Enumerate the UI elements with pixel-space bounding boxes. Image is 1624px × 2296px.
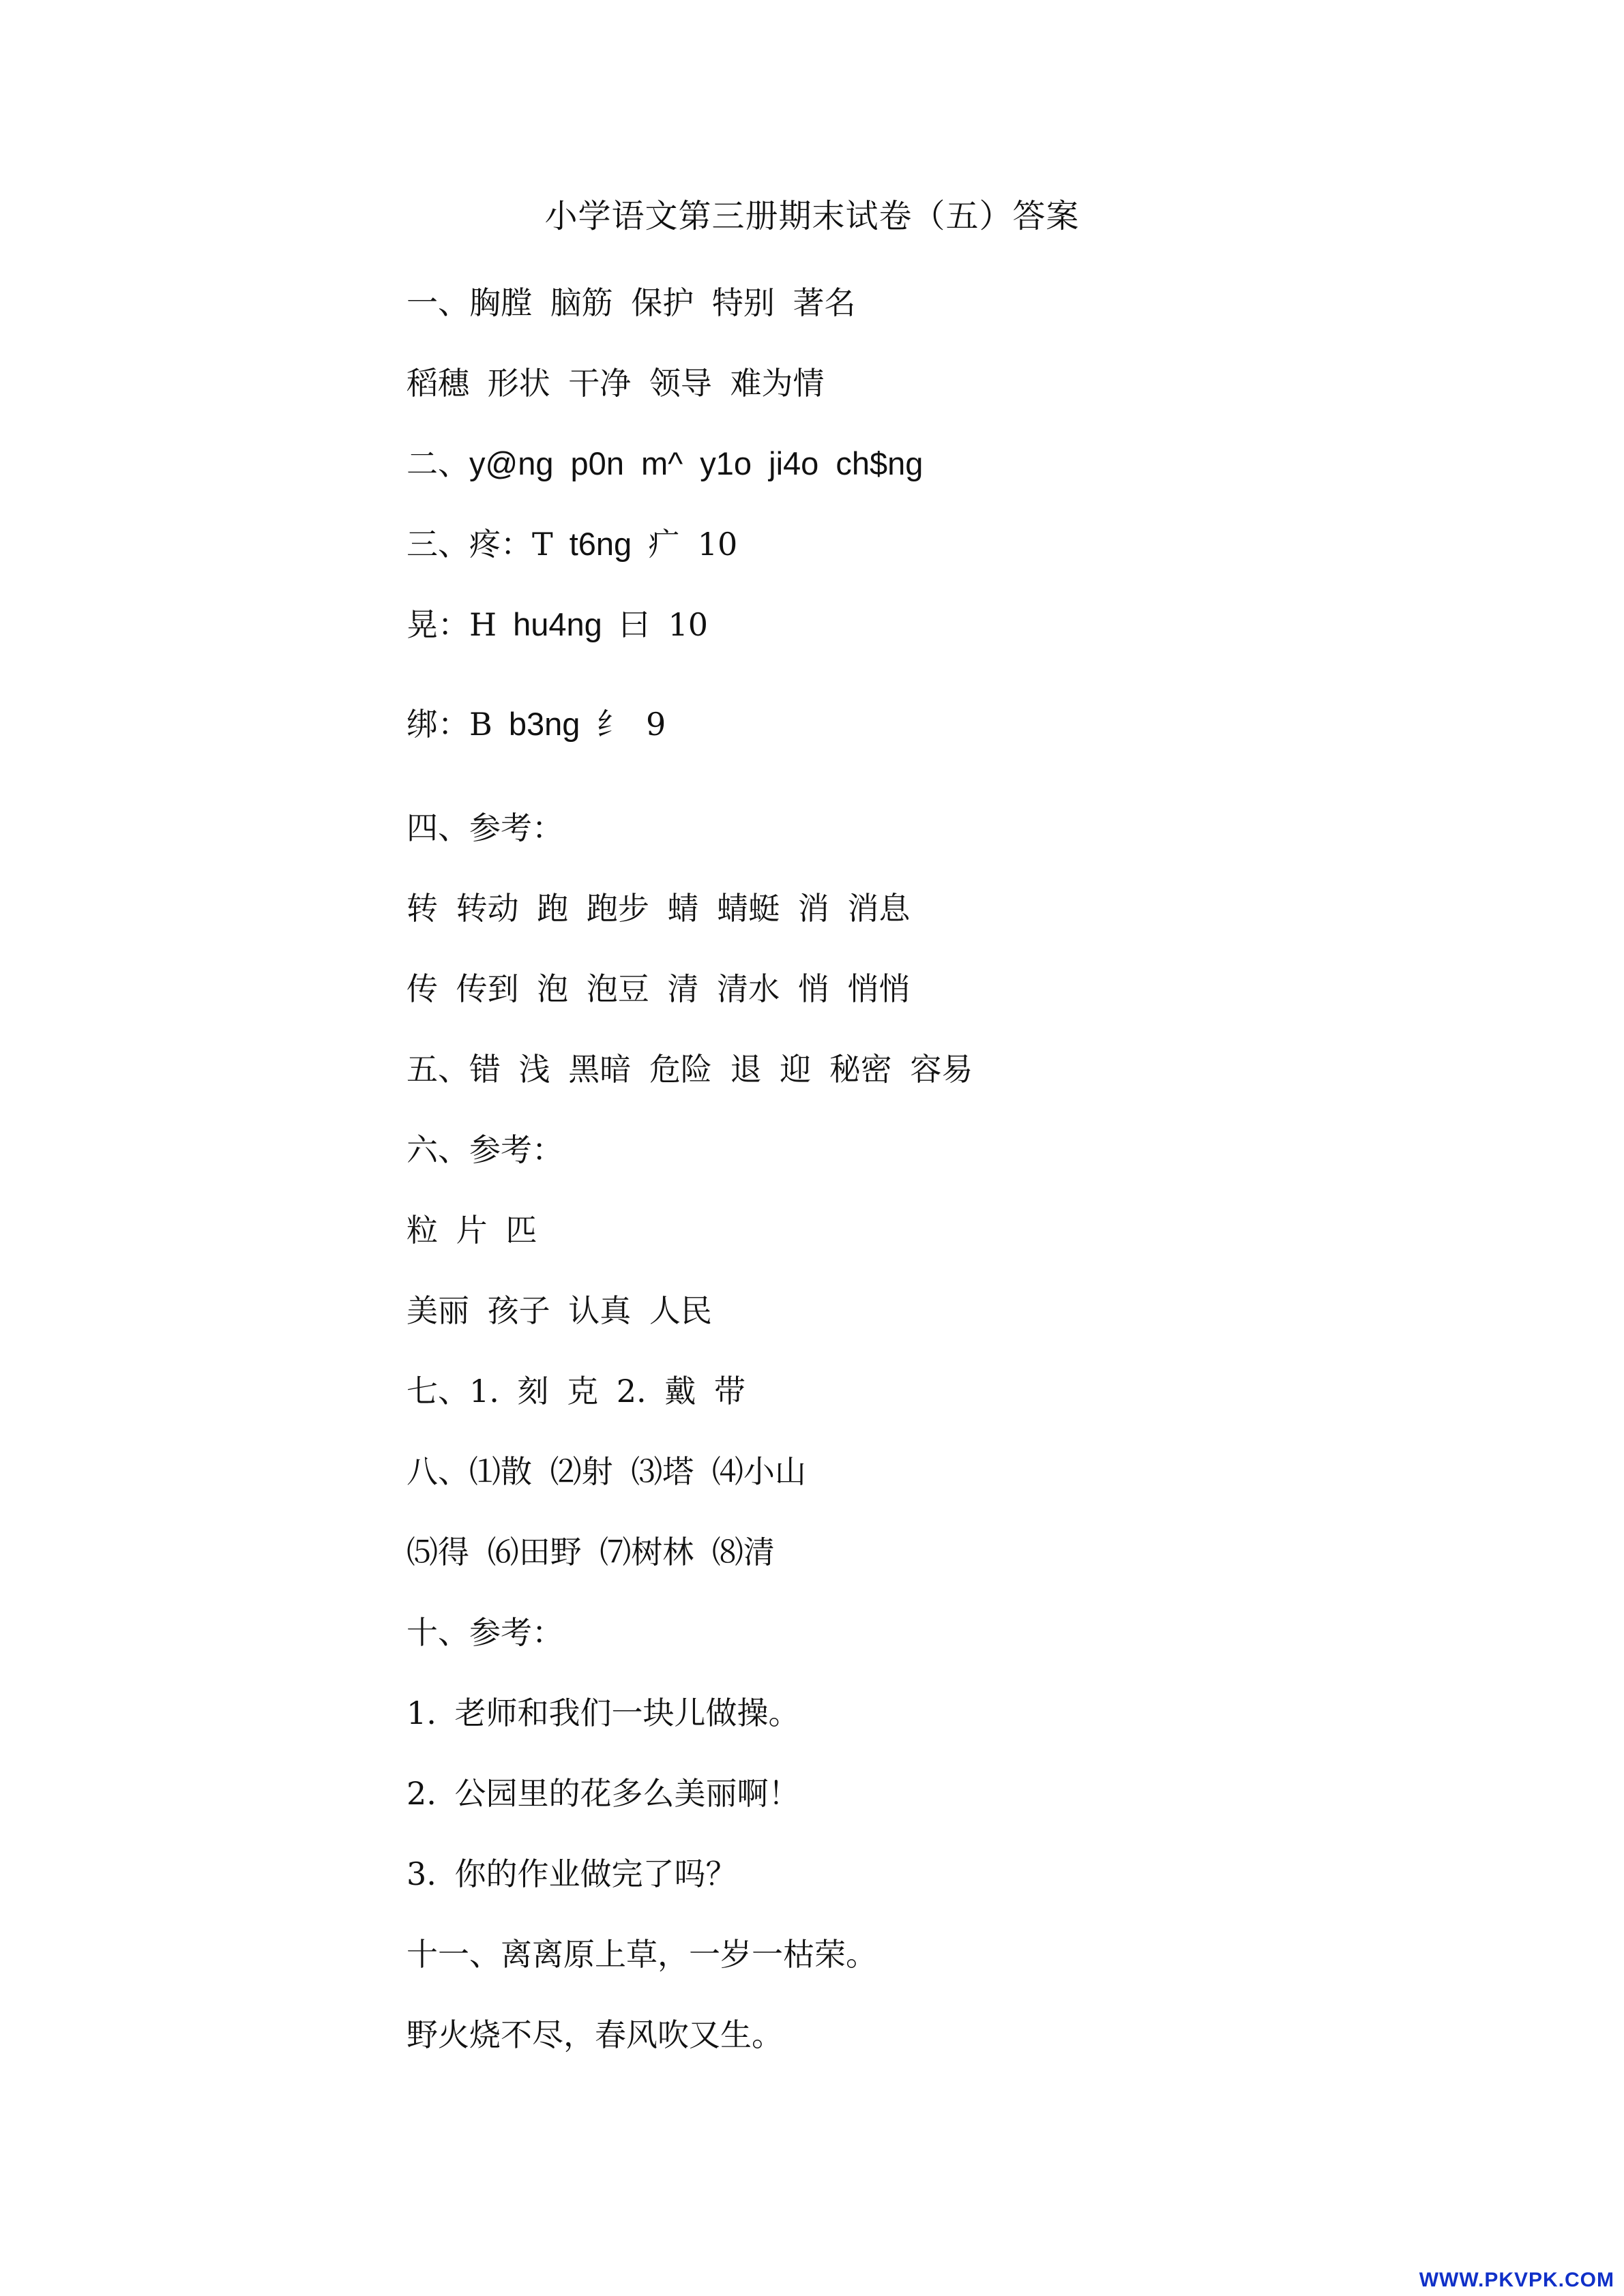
answer-line-3 [407, 439, 923, 484]
answer-line-21: 十一、离离原上草，一岁一枯荣。 [407, 1936, 877, 1973]
site-watermark: WWW.PKVPK.COM [1419, 2269, 1614, 2291]
answer-line-1: 一、胸膛 脑筋 保护 特别 著名 [407, 284, 856, 321]
line-6-prefix: 绑：B [407, 706, 492, 743]
answer-line-13: 美丽 孩子 认真 人民 [407, 1292, 712, 1329]
line-6-suffix: 纟 9 [596, 706, 666, 743]
line-5-suffix: 曰 10 [618, 606, 708, 643]
answer-line-8: 转 转动 跑 跑步 蜻 蜻蜓 消 消息 [407, 890, 911, 927]
answer-line-22: 野火烧不尽，春风吹又生。 [407, 2016, 783, 2053]
answer-line-9: 传 传到 泡 泡豆 清 清水 悄 悄悄 [407, 970, 911, 1007]
line-5-prefix: 晃：H [407, 606, 497, 643]
line-5-pinyin: hu4ng [513, 606, 602, 642]
answer-line-18: 1. 老师和我们一块儿做操。 [407, 1695, 800, 1731]
answer-line-15: 八、⑴散 ⑵射 ⑶塔 ⑷小山 [407, 1453, 806, 1490]
page-title: 小学语文第三册期末试卷（五）答案 [544, 197, 1080, 235]
line-4-suffix: 疒 10 [648, 526, 738, 563]
line-6-pinyin: b3ng [508, 706, 580, 742]
answer-line-14: 七、1. 刻 克 2. 戴 带 [407, 1373, 745, 1410]
answer-line-20: 3. 你的作业做完了吗？ [407, 1855, 737, 1892]
line-4-pinyin: t6ng [569, 526, 632, 562]
line-3-prefix: 二、 [407, 445, 469, 482]
answer-line-6 [407, 700, 666, 745]
line-4-prefix: 三、疼：T [407, 526, 553, 563]
answer-line-4 [407, 520, 737, 565]
answer-line-11: 六、参考： [407, 1131, 563, 1168]
answer-line-16: ⑸得 ⑹田野 ⑺树林 ⑻清 [407, 1534, 775, 1570]
answer-line-12: 粒 片 匹 [407, 1212, 537, 1249]
answer-line-2: 稻穗 形状 干净 领导 难为情 [407, 365, 825, 402]
answer-line-17: 十、参考： [407, 1614, 563, 1651]
answer-line-7: 四、参考： [407, 809, 563, 846]
answer-line-19: 2. 公园里的花多么美丽啊！ [407, 1775, 800, 1812]
answer-line-10: 五、错 浅 黑暗 危险 退 迎 秘密 容易 [407, 1051, 973, 1088]
answer-line-5 [407, 600, 708, 645]
pinyin-answers: y@ng p0n m^ y1o ji4o ch$ng [469, 445, 924, 481]
